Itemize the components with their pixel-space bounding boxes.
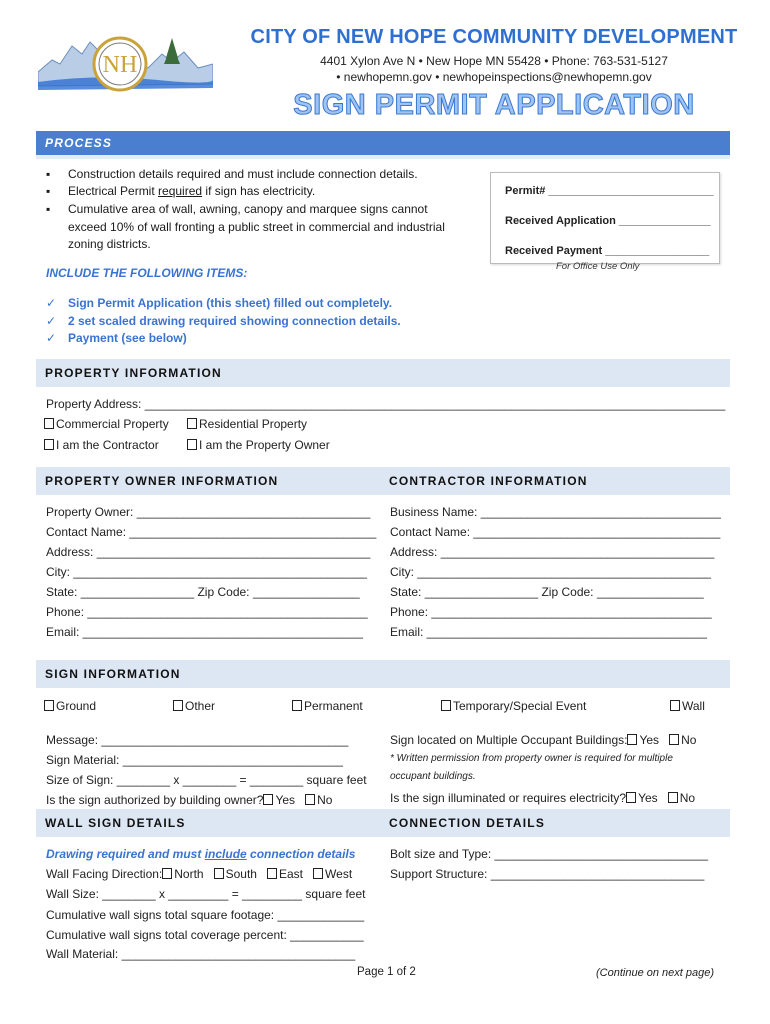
checkbox[interactable] xyxy=(44,418,54,429)
contractor-city-field[interactable]: City: ____________________________________________ xyxy=(390,565,711,579)
support-structure-field[interactable]: Support Structure: ________________________________ xyxy=(390,867,705,881)
checkbox-yes[interactable] xyxy=(627,734,637,745)
received-payment: Received Payment _________________ xyxy=(505,245,710,257)
page-number: Page 1 of 2 xyxy=(357,966,416,978)
include-heading: INCLUDE THE FOLLOWING ITEMS: xyxy=(46,266,248,280)
sign-type-permanent[interactable]: Permanent xyxy=(292,699,363,713)
authorized-question: Is the sign authorized by building owner? Yes No xyxy=(46,793,333,807)
property-info-header: PROPERTY INFORMATION xyxy=(36,359,730,387)
sign-material-field[interactable]: Sign Material: _________________________________ xyxy=(46,753,343,767)
permit-number: Permit# ___________________________ xyxy=(505,185,714,197)
checkbox-east[interactable] xyxy=(267,868,277,879)
bullet-icon: ▪ xyxy=(46,184,51,198)
contractor-phone-field[interactable]: Phone: __________________________________________ xyxy=(390,605,712,619)
process-bullet-3-cont: exceed 10% of wall fronting a public street in commercial and industrial xyxy=(68,220,445,234)
include-item-2: 2 set scaled drawing required showing connection details. xyxy=(68,314,401,328)
checkmark-icon: ✓ xyxy=(46,296,57,310)
document-title: SIGN PERMIT APPLICATION xyxy=(293,89,695,121)
wall-sign-header: WALL SIGN DETAILS xyxy=(36,809,380,837)
illuminated-question: Is the sign illuminated or requires electricity? Yes No xyxy=(390,791,696,805)
written-permission-note-2: occupant buildings. xyxy=(390,771,476,782)
received-application: Received Application _______________ xyxy=(505,215,711,227)
checkbox-north[interactable] xyxy=(162,868,172,879)
process-header-bar xyxy=(36,131,730,155)
checkbox-west[interactable] xyxy=(313,868,323,879)
sign-type-other[interactable]: Other xyxy=(173,699,215,713)
process-heading: PROCESS xyxy=(45,136,113,150)
checkbox[interactable] xyxy=(187,439,197,450)
wall-material-field[interactable]: Wall Material: ___________________________________ xyxy=(46,947,356,961)
checkbox[interactable] xyxy=(441,700,451,711)
wall-size-field[interactable]: Wall Size: ________ x _________ = _________ square feet xyxy=(46,887,366,901)
checkbox-south[interactable] xyxy=(214,868,224,879)
residential-property-option[interactable]: Residential Property xyxy=(187,417,307,431)
checkmark-icon: ✓ xyxy=(46,331,57,345)
bolt-size-field[interactable]: Bolt size and Type: ________________________________ xyxy=(390,847,709,861)
owner-city-field[interactable]: City: ____________________________________________ xyxy=(46,565,367,579)
drawing-required-note: Drawing required and must include connection details xyxy=(46,847,356,861)
contractor-info-header: CONTRACTOR INFORMATION xyxy=(380,467,730,495)
bullet-icon: ▪ xyxy=(46,202,51,216)
sign-info-header: SIGN INFORMATION xyxy=(36,660,730,688)
contractor-option[interactable]: I am the Contractor xyxy=(44,438,159,452)
process-bullet-2: Electrical Permit required if sign has electricity. xyxy=(68,184,316,198)
owner-email-field[interactable]: Email: __________________________________________ xyxy=(46,625,363,639)
checkbox[interactable] xyxy=(187,418,197,429)
office-use-box xyxy=(490,172,720,264)
wall-facing-direction: Wall Facing Direction: North South East West xyxy=(46,867,353,881)
process-bullet-3-cont2: zoning districts. xyxy=(68,237,151,251)
logo-initials: NH xyxy=(102,52,138,78)
owner-contact-field[interactable]: Contact Name: _____________________________________ xyxy=(46,525,377,539)
contractor-address-field[interactable]: Address: _________________________________________ xyxy=(390,545,715,559)
sign-type-ground[interactable]: Ground xyxy=(44,699,96,713)
process-strip xyxy=(36,155,730,159)
contractor-state-zip-field[interactable]: State: _________________ Zip Code: ________________ xyxy=(390,585,704,599)
checkbox-no[interactable] xyxy=(305,794,315,805)
checkbox-no[interactable] xyxy=(668,792,678,803)
contractor-email-field[interactable]: Email: __________________________________________ xyxy=(390,625,707,639)
sign-message-field[interactable]: Message: _____________________________________ xyxy=(46,733,349,747)
contractor-contact-field[interactable]: Contact Name: _____________________________________ xyxy=(390,525,721,539)
checkbox-no[interactable] xyxy=(669,734,679,745)
process-bullet-3: Cumulative area of wall, awning, canopy and marquee signs cannot xyxy=(68,202,428,216)
org-title: CITY OF NEW HOPE COMMUNITY DEVELOPMENT xyxy=(250,26,738,48)
checkbox[interactable] xyxy=(670,700,680,711)
office-use-note: For Office Use Only xyxy=(556,261,640,272)
checkbox-yes[interactable] xyxy=(626,792,636,803)
multiple-occupant-question: Sign located on Multiple Occupant Buildings: Yes No xyxy=(390,733,697,747)
checkbox[interactable] xyxy=(173,700,183,711)
continue-note: (Continue on next page) xyxy=(596,967,715,979)
checkmark-icon: ✓ xyxy=(46,314,57,328)
sign-type-wall[interactable]: Wall xyxy=(670,699,705,713)
checkbox[interactable] xyxy=(44,700,54,711)
owner-name-field[interactable]: Property Owner: ___________________________________ xyxy=(46,505,371,519)
checkbox-yes[interactable] xyxy=(263,794,273,805)
owner-info-header: PROPERTY OWNER INFORMATION xyxy=(36,467,380,495)
connection-header: CONNECTION DETAILS xyxy=(380,809,730,837)
process-bullet-1: Construction details required and must include connection details. xyxy=(68,167,418,181)
owner-address-field[interactable]: Address: _________________________________________ xyxy=(46,545,371,559)
sign-type-temporary[interactable]: Temporary/Special Event xyxy=(441,699,586,713)
total-coverage-percent-field[interactable]: Cumulative wall signs total coverage percent: ___________ xyxy=(46,928,364,942)
property-address-field[interactable]: Property Address: _______________________________________________________________________________________ xyxy=(46,397,726,411)
include-item-1: Sign Permit Application (this sheet) filled out completely. xyxy=(68,296,393,310)
address-line-1: 4401 Xylon Ave N • New Hope MN 55428 • Phone: 763-531-5127 xyxy=(320,54,668,68)
checkbox[interactable] xyxy=(44,439,54,450)
total-square-footage-field[interactable]: Cumulative wall signs total square footage: _____________ xyxy=(46,908,365,922)
bullet-icon: ▪ xyxy=(46,167,51,181)
sign-size-field[interactable]: Size of Sign: ________ x ________ = ________ square feet xyxy=(46,773,367,787)
business-name-field[interactable]: Business Name: ____________________________________ xyxy=(390,505,721,519)
address-line-2: • newhopemn.gov • newhopeinspections@newhopemn.gov xyxy=(336,70,652,84)
written-permission-note: * Written permission from property owner is required for multiple xyxy=(390,753,673,764)
owner-state-zip-field[interactable]: State: _________________ Zip Code: ________________ xyxy=(46,585,360,599)
property-owner-option[interactable]: I am the Property Owner xyxy=(187,438,330,452)
checkbox[interactable] xyxy=(292,700,302,711)
owner-phone-field[interactable]: Phone: __________________________________________ xyxy=(46,605,368,619)
include-item-3: Payment (see below) xyxy=(68,331,187,345)
commercial-property-option[interactable]: Commercial Property xyxy=(44,417,169,431)
